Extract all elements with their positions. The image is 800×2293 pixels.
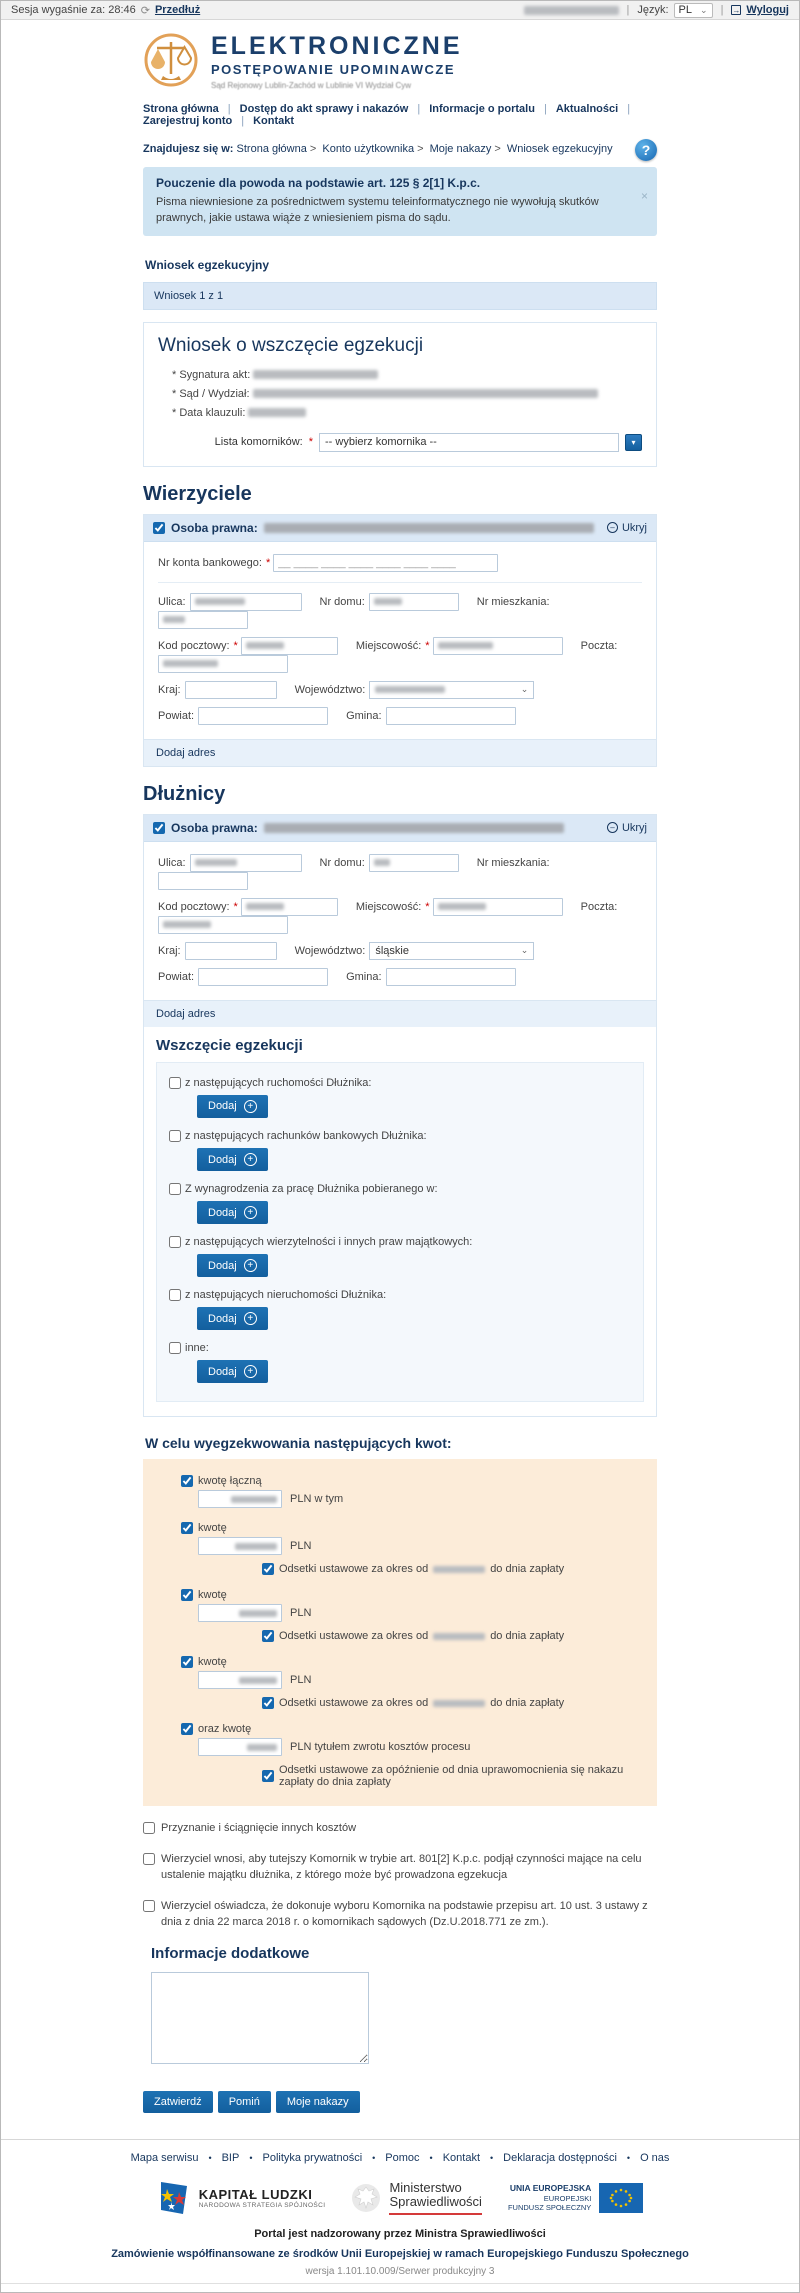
creditor-name-redacted	[264, 523, 594, 533]
execution-checkbox-nieruchomosci[interactable]	[169, 1289, 181, 1301]
redacted-value	[438, 642, 493, 649]
separator: >	[494, 143, 501, 155]
amount-row-3	[157, 1656, 643, 1709]
add-address-bar	[144, 739, 656, 766]
redacted-value	[163, 660, 218, 667]
footer-mapa-serwisu[interactable]: Mapa serwisu	[130, 2151, 199, 2164]
meta-sad-wydzial	[172, 388, 642, 400]
help-icon[interactable]: ?	[635, 139, 657, 161]
add-button-label: Dodaj	[208, 1153, 237, 1166]
execution-heading: Wszczęcie egzekucji	[156, 1036, 303, 1054]
collapse-icon: –	[607, 822, 618, 833]
main-nav	[143, 93, 657, 135]
street-label: Ulica:	[158, 856, 186, 869]
amount-2-input[interactable]	[198, 1604, 282, 1622]
execution-item-label: Z wynagrodzenia za pracę Dłużnika pobieranego w:	[185, 1183, 438, 1196]
amount-suffix: PLN	[290, 1540, 312, 1553]
interest-prefix: Odsetki ustawowe za okres od	[279, 1563, 429, 1576]
voivodeship-select[interactable]	[369, 681, 534, 699]
footer-deklaracja[interactable]: Deklaracja dostępności	[503, 2151, 617, 2164]
flat-label: Nr mieszkania:	[476, 595, 550, 608]
creditor-checkbox[interactable]	[153, 522, 165, 534]
amount-suffix: PLN tytułem zwrotu kosztów procesu	[290, 1741, 471, 1754]
ministry-line1: Ministerstwo	[389, 2179, 462, 2195]
breadcrumb	[143, 139, 613, 155]
county-label: Powiat:	[158, 709, 195, 722]
execution-item	[169, 1342, 631, 1385]
footer-links	[1, 2152, 799, 2164]
eagle-icon	[351, 2182, 381, 2214]
bailiff-choice-label: Wierzyciel oświadcza, że dokonuje wyboru Komornika na podstawie przepisu art. 10 ust. 3 ustawy z dnia z dnia 22 marca 2018 r. o komornikach sądowych (Dz.U.2018.771 ze zm.).	[161, 1899, 648, 1929]
plus-circle-icon: +	[244, 1312, 257, 1325]
required-marker: *	[308, 436, 313, 449]
required-marker: *	[233, 639, 238, 652]
language-value: PL	[678, 4, 693, 16]
site-header	[143, 20, 657, 93]
execution-item-label: inne:	[185, 1342, 209, 1355]
city-label: Miejscowość:	[355, 900, 422, 913]
amount-costs-checkbox[interactable]	[181, 1723, 193, 1735]
assets-search-label: Wierzyciel wnosi, aby tutejszy Komornik w trybie art. 801[2] K.p.c. podjął czynności mające na celu ustalenie majątku dłużnika, z którego może być prowadzona egzekucja	[161, 1852, 642, 1882]
chevron-down-icon: ⌄	[520, 684, 529, 695]
interest-suffix: do dnia zapłaty	[490, 1630, 565, 1643]
voivodeship-value: śląskie	[375, 944, 409, 957]
session-bar	[1, 1, 799, 20]
redacted-value	[246, 903, 284, 910]
meta-data-klauzuli	[172, 407, 642, 419]
flat-input[interactable]	[158, 872, 248, 890]
add-nieruchomosci-button[interactable]	[197, 1307, 268, 1330]
language-select[interactable]	[674, 3, 713, 18]
skip-button[interactable]: Pomiń	[218, 2091, 271, 2113]
kl-subtitle: NARODOWA STRATEGIA SPÓJNOŚCI	[198, 2201, 326, 2209]
debtor-entity-label: Osoba prawna:	[171, 820, 258, 835]
required-marker: *	[233, 900, 238, 913]
additional-info-heading: Informacje dodatkowe	[151, 1944, 310, 1962]
interest-3-checkbox[interactable]	[262, 1697, 274, 1709]
creditor-entity-label: Osoba prawna:	[171, 520, 258, 535]
execution-item-label: z następujących wierzytelności i innych praw majątkowych:	[185, 1236, 473, 1249]
execution-item-label: z następujących rachunków bankowych Dłużnika:	[185, 1129, 427, 1142]
breadcrumb-label: Znajdujesz się w:	[143, 143, 234, 155]
kapital-ludzki-icon	[157, 2180, 191, 2216]
add-button-label: Dodaj	[208, 1365, 237, 1378]
footer-kontakt[interactable]: Kontakt	[442, 2151, 481, 2164]
late-interest-checkbox[interactable]	[262, 1770, 274, 1782]
page-title: Wniosek egzekucyjny	[145, 257, 270, 272]
redacted-value	[239, 1677, 277, 1684]
nav-dostep-do-akt[interactable]: Dostęp do akt sprawy i nakazów	[239, 103, 409, 115]
bank-account-input[interactable]	[273, 554, 498, 572]
add-address-link[interactable]: Dodaj adres	[156, 746, 216, 759]
debtor-hide-link[interactable]	[607, 822, 647, 834]
crumb-strona-glowna[interactable]: Strona główna	[236, 143, 307, 155]
meta-value-redacted	[253, 389, 598, 398]
request-subtitle: Wniosek o wszczęcie egzekucji	[158, 334, 424, 356]
interest-1-checkbox[interactable]	[262, 1563, 274, 1575]
footer-pomoc[interactable]: Pomoc	[385, 2151, 420, 2164]
redacted-value	[163, 921, 211, 928]
amount-row-total	[157, 1475, 643, 1508]
site-subtitle: POSTĘPOWANIE UPOMINAWCZE	[211, 62, 456, 77]
separator: |	[627, 103, 631, 115]
extend-session-button[interactable]: Przedłuż	[154, 4, 201, 16]
separator: •	[249, 2152, 253, 2163]
house-input[interactable]	[369, 854, 459, 872]
plus-circle-icon: +	[244, 1153, 257, 1166]
assets-search-checkbox[interactable]	[143, 1853, 155, 1865]
execution-checkbox-wierzytelnosci[interactable]	[169, 1236, 181, 1248]
add-wierzytelnosci-button[interactable]	[197, 1254, 268, 1277]
execution-item	[169, 1130, 631, 1173]
flat-label: Nr mieszkania:	[476, 856, 550, 869]
add-ruchomosci-button[interactable]	[197, 1095, 268, 1118]
commune-input[interactable]	[386, 968, 516, 986]
court-name: Sąd Rejonowy Lublin-Zachód w Lublinie VI Wydział Cyw	[211, 81, 412, 90]
eu-flag-icon	[599, 2183, 643, 2213]
footer-o-nas[interactable]: O nas	[640, 2151, 670, 2164]
meta-label: * Sąd / Wydział:	[172, 387, 250, 400]
late-interest-label: Odsetki ustawowe za opóźnienie od dnia uprawomocnienia się nakazu zapłaty do dnia zapłaty	[279, 1764, 624, 1789]
other-costs-label: Przyznanie i ściągnięcie innych kosztów	[161, 1822, 357, 1835]
kl-title: KAPITAŁ LUDZKI	[198, 2186, 313, 2202]
amount-3-checkbox[interactable]	[181, 1656, 193, 1668]
redacted-value	[375, 686, 445, 693]
separator: |	[241, 115, 245, 127]
add-address-bar	[144, 1000, 656, 1027]
post-input[interactable]	[158, 916, 288, 934]
cofinance-text: Zamówienie współfinansowane ze środków Unii Europejskiej w ramach Europejskiego Funduszu Społecznego	[111, 2247, 689, 2260]
zip-label: Kod pocztowy:	[158, 639, 230, 652]
country-input[interactable]	[185, 681, 277, 699]
bailiff-select[interactable]	[319, 433, 619, 452]
commune-label: Gmina:	[346, 709, 382, 722]
country-label: Kraj:	[158, 944, 181, 957]
city-label: Miejscowość:	[355, 639, 422, 652]
bailiff-label: Lista komorników:	[214, 436, 303, 449]
amount-label: kwotę	[198, 1589, 227, 1602]
meta-value-redacted	[253, 370, 378, 379]
interest-suffix: do dnia zapłaty	[490, 1697, 565, 1710]
collapse-icon: –	[607, 522, 618, 533]
creditor-card	[143, 514, 657, 767]
amount-total-checkbox[interactable]	[181, 1475, 193, 1487]
eu-line2: EUROPEJSKI	[543, 2193, 592, 2203]
required-marker: *	[425, 900, 430, 913]
redacted-value	[247, 1744, 277, 1751]
redacted-value	[438, 903, 486, 910]
additional-info-textarea[interactable]	[151, 1972, 369, 2064]
creditor-hide-link[interactable]	[607, 522, 647, 534]
logout-button[interactable]: Wyloguj	[746, 4, 789, 16]
execution-panel	[156, 1062, 644, 1403]
zip-input[interactable]	[241, 898, 338, 916]
execution-checkbox-wynagrodzenie[interactable]	[169, 1183, 181, 1195]
separator: |	[626, 4, 630, 16]
amount-suffix: PLN	[290, 1674, 312, 1687]
house-label: Nr domu:	[319, 856, 365, 869]
interest-row	[262, 1764, 643, 1788]
nav-kontakt[interactable]: Kontakt	[253, 115, 295, 127]
eu-line1: UNIA EUROPEJSKA	[509, 2183, 592, 2194]
redacted-value	[195, 859, 237, 866]
redacted-value	[231, 1496, 277, 1503]
amount-total-input[interactable]	[198, 1490, 282, 1508]
amount-suffix: PLN	[290, 1607, 312, 1620]
hide-label: Ukryj	[621, 521, 647, 534]
add-wynagrodzenie-button[interactable]	[197, 1201, 268, 1224]
chevron-down-icon: ⌄	[520, 945, 529, 956]
ministry-logo	[351, 2181, 481, 2216]
footer	[1, 2139, 799, 2292]
plus-circle-icon: +	[244, 1259, 257, 1272]
voivodeship-label: Województwo:	[294, 683, 366, 696]
city-input[interactable]	[433, 898, 563, 916]
confirm-button[interactable]: Zatwierdź	[143, 2091, 213, 2113]
nav-zarejestruj[interactable]: Zarejestruj konto	[143, 115, 233, 127]
close-icon[interactable]: ×	[640, 189, 648, 203]
eu-logo	[508, 2183, 643, 2213]
bailiff-dropdown-button[interactable]: ▾	[625, 434, 642, 451]
add-rachunki-button[interactable]	[197, 1148, 268, 1171]
plus-circle-icon: +	[244, 1100, 257, 1113]
amounts-panel	[143, 1459, 657, 1806]
execution-item-label: z następujących nieruchomości Dłużnika:	[185, 1289, 387, 1302]
execution-checkbox-ruchomosci[interactable]	[169, 1077, 181, 1089]
other-costs-row	[143, 1820, 657, 1837]
interest-row	[262, 1563, 643, 1575]
redacted-date	[433, 1700, 485, 1707]
house-input[interactable]	[369, 593, 459, 611]
required-marker: *	[265, 556, 271, 569]
nav-informacje[interactable]: Informacje o portalu	[429, 103, 535, 115]
amount-2-checkbox[interactable]	[181, 1589, 193, 1601]
add-button-label: Dodaj	[208, 1312, 237, 1325]
crumb-moje-nakazy[interactable]: Moje nakazy	[429, 143, 492, 155]
plus-circle-icon: +	[244, 1206, 257, 1219]
meta-value-redacted	[248, 408, 306, 417]
separator: |	[227, 103, 231, 115]
action-buttons	[143, 2091, 657, 2113]
nav-strona-glowna[interactable]: Strona główna	[143, 103, 219, 115]
redacted-value	[374, 598, 402, 605]
amount-1-input[interactable]	[198, 1537, 282, 1555]
county-input[interactable]	[198, 707, 328, 725]
execution-item	[169, 1077, 631, 1120]
meta-label: * Data klauzuli:	[172, 406, 246, 419]
amount-3-input[interactable]	[198, 1671, 282, 1689]
execution-item	[169, 1289, 631, 1332]
amount-row-2	[157, 1589, 643, 1642]
debtor-card	[143, 814, 657, 1418]
add-button-label: Dodaj	[208, 1259, 237, 1272]
refresh-icon: ⟳	[140, 4, 150, 17]
street-input[interactable]	[190, 854, 302, 872]
interest-prefix: Odsetki ustawowe za okres od	[279, 1697, 429, 1710]
separator: |	[543, 103, 547, 115]
amounts-heading: W celu wyegzekwowania następujących kwot:	[145, 1435, 452, 1452]
logout-icon: →	[732, 6, 741, 15]
amount-label: oraz kwotę	[198, 1723, 252, 1736]
kapital-ludzki-logo	[157, 2180, 326, 2216]
language-label: Język:	[637, 4, 669, 16]
session-timer: Sesja wygaśnie za: 28:46	[11, 4, 136, 16]
redacted-value	[246, 642, 284, 649]
execution-checkbox-inne[interactable]	[169, 1342, 181, 1354]
debtors-heading: Dłużnicy	[143, 782, 226, 805]
separator: •	[429, 2152, 433, 2163]
required-marker: *	[425, 639, 430, 652]
redacted-value	[239, 1610, 277, 1617]
execution-checkbox-rachunki[interactable]	[169, 1130, 181, 1142]
eu-line3: FUNDUSZ SPOŁECZNY	[507, 2203, 592, 2213]
account-label: Nr konta bankowego:	[158, 556, 262, 569]
scales-logo-icon	[143, 32, 199, 91]
country-input[interactable]	[185, 942, 277, 960]
supervision-text: Portal jest nadzorowany przez Ministra Sprawiedliwości	[254, 2227, 546, 2240]
meta-sygnatura	[172, 369, 642, 381]
voivodeship-label: Województwo:	[294, 944, 366, 957]
commune-input[interactable]	[386, 707, 516, 725]
execution-item	[169, 1183, 631, 1226]
separator: >	[417, 143, 424, 155]
redacted-value	[163, 616, 185, 623]
separator: |	[720, 4, 724, 16]
footer-bip[interactable]: BIP	[221, 2151, 240, 2164]
amount-1-checkbox[interactable]	[181, 1522, 193, 1534]
amount-costs-input[interactable]	[198, 1738, 282, 1756]
add-button-label: Dodaj	[208, 1100, 237, 1113]
other-costs-checkbox[interactable]	[143, 1822, 155, 1834]
interest-2-checkbox[interactable]	[262, 1630, 274, 1642]
crumb-konto[interactable]: Konto użytkownika	[322, 143, 415, 155]
crumb-wniosek[interactable]: Wniosek egzekucyjny	[506, 143, 613, 155]
bailiff-select-value: -- wybierz komornika --	[325, 436, 437, 449]
debtor-checkbox[interactable]	[153, 822, 165, 834]
flat-input[interactable]	[158, 611, 248, 629]
separator: >	[309, 143, 317, 155]
separator: •	[208, 2152, 212, 2163]
ministry-line2: Sprawiedliwości	[389, 2194, 482, 2210]
post-input[interactable]	[158, 655, 288, 673]
add-address-link[interactable]: Dodaj adres	[156, 1007, 216, 1020]
debtor-name-redacted	[264, 823, 564, 833]
notice-box	[143, 167, 657, 236]
post-label: Poczta:	[580, 639, 618, 652]
interest-row	[262, 1697, 643, 1709]
nav-aktualnosci[interactable]: Aktualności	[555, 103, 619, 115]
amount-label: kwotę	[198, 1522, 227, 1535]
country-label: Kraj:	[158, 683, 181, 696]
separator: •	[490, 2152, 494, 2163]
city-input[interactable]	[433, 637, 563, 655]
request-counter: Wniosek 1 z 1	[143, 282, 657, 310]
execution-item-label: z następujących ruchomości Dłużnika:	[185, 1076, 372, 1089]
hide-label: Ukryj	[621, 821, 647, 834]
zip-label: Kod pocztowy:	[158, 900, 230, 913]
street-label: Ulica:	[158, 595, 186, 608]
amount-row-1	[157, 1522, 643, 1575]
request-header-card	[143, 322, 657, 467]
add-button-label: Dodaj	[208, 1206, 237, 1219]
amount-row-costs	[157, 1723, 643, 1788]
version-text: wersja 1.101.10.009/Serwer produkcyjny 3	[1, 2266, 799, 2284]
notice-body: Pisma niewniesione za pośrednictwem systemu teleinformatycznego nie wywołują skutków prawnych, jakie ustawa wiąże z wniesieniem pisma do sądu.	[156, 196, 599, 224]
creditors-heading: Wierzyciele	[143, 482, 252, 505]
amount-label: kwotę	[198, 1656, 227, 1669]
amount-label: kwotę łączną	[198, 1475, 262, 1488]
county-label: Powiat:	[158, 970, 195, 983]
voivodeship-select[interactable]	[369, 942, 534, 960]
footer-polityka[interactable]: Polityka prywatności	[262, 2151, 363, 2164]
meta-label: * Sygnatura akt:	[172, 368, 251, 381]
user-name-redacted	[524, 6, 619, 15]
street-input[interactable]	[190, 593, 302, 611]
separator: |	[417, 103, 421, 115]
interest-suffix: do dnia zapłaty	[490, 1563, 565, 1576]
redacted-value	[374, 859, 390, 866]
site-title: ELEKTRONICZNE	[211, 32, 463, 60]
bailiff-choice-checkbox[interactable]	[143, 1900, 155, 1912]
commune-label: Gmina:	[346, 970, 382, 983]
add-inne-button[interactable]	[197, 1360, 268, 1383]
zip-input[interactable]	[241, 637, 338, 655]
assets-search-row	[143, 1851, 657, 1884]
bailiff-choice-row	[143, 1898, 657, 1931]
amount-suffix: PLN w tym	[290, 1493, 344, 1506]
my-orders-button[interactable]: Moje nakazy	[276, 2091, 360, 2113]
house-label: Nr domu:	[319, 595, 365, 608]
redacted-value	[235, 1543, 277, 1550]
redacted-value	[195, 598, 245, 605]
redacted-date	[433, 1633, 485, 1640]
interest-prefix: Odsetki ustawowe za okres od	[279, 1630, 429, 1643]
separator: •	[372, 2152, 376, 2163]
county-input[interactable]	[198, 968, 328, 986]
separator: •	[626, 2152, 631, 2163]
redacted-date	[433, 1566, 485, 1573]
post-label: Poczta:	[580, 900, 618, 913]
plus-circle-icon: +	[244, 1365, 257, 1378]
execution-item	[169, 1236, 631, 1279]
notice-title: Pouczenie dla powoda na podstawie art. 125 § 2[1] K.p.c.	[156, 176, 481, 190]
interest-row	[262, 1630, 643, 1642]
chevron-down-icon: ⌄	[700, 4, 708, 15]
